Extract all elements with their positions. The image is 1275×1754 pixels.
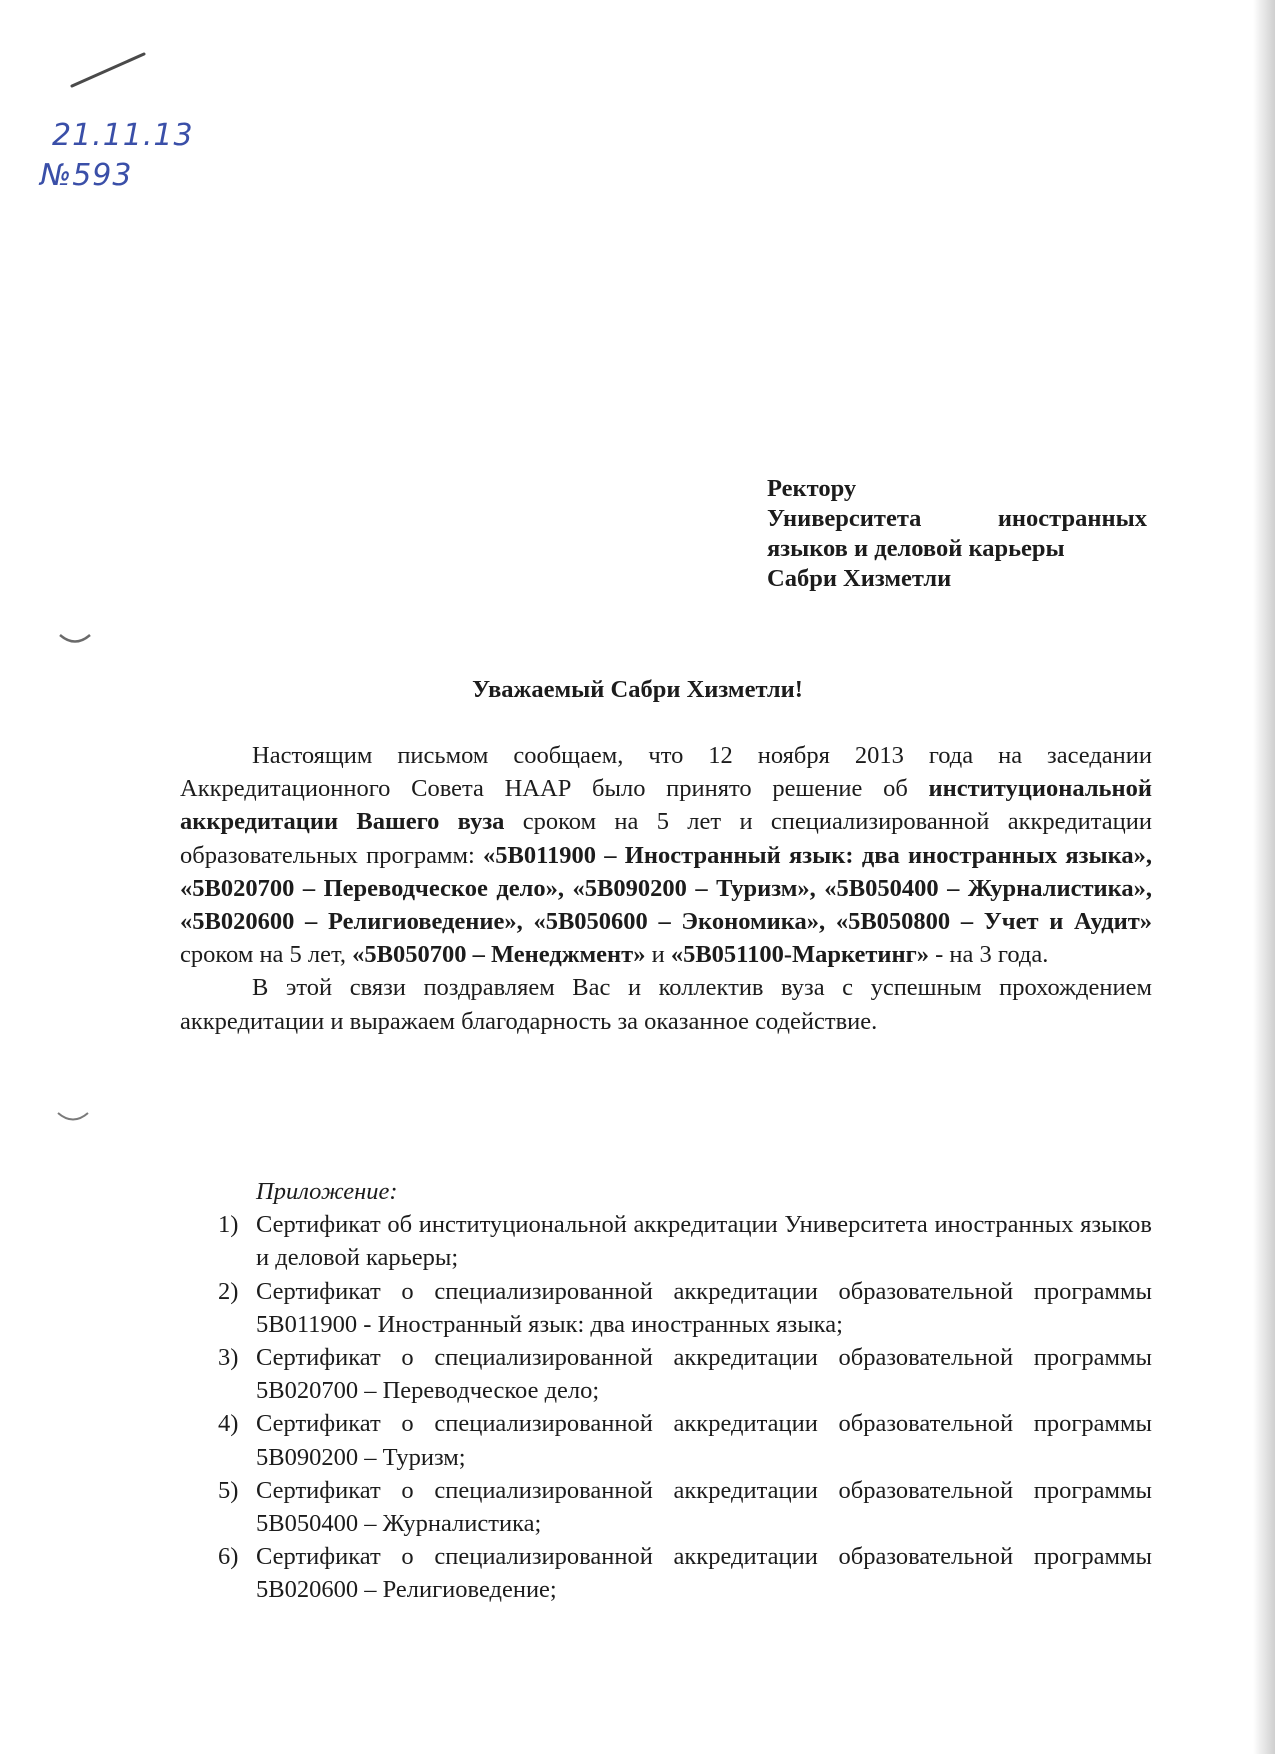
annex-title: Приложение: [256,1178,398,1205]
list-item [180,1341,1152,1407]
scan-edge-shadow [1253,0,1275,1754]
list-item-text: Сертификат о специализированной аккредитации образовательной программы 5В050400 – Журналистика; [256,1476,1152,1538]
list-item-number: 5) [218,1476,239,1504]
paragraph-text: и [645,941,671,969]
pen-stroke-mark [60,40,160,100]
handwritten-date: 21.11.13 [52,118,194,153]
annex-list [180,1208,1152,1606]
list-item [180,1407,1152,1473]
paragraph [180,739,1152,971]
list-item-number: 4) [218,1410,239,1438]
list-item-number: 6) [218,1543,239,1571]
list-item-number: 3) [218,1344,239,1372]
list-item-number: 2) [218,1277,239,1305]
list-item [180,1540,1152,1606]
paragraph-text: сроком на 5 лет, [180,941,353,969]
paragraph: В этой связи поздравляем Вас и коллектив вуза с успешным прохождением аккредитации и выражаем благодарность за оказанное содействие. [180,974,1152,1035]
list-item-text: Сертификат об институциональной аккредитации Университета иностранных языков и деловой карьеры; [256,1211,1152,1272]
addressee-word: иностранных [997,505,1147,532]
addressee-line: Сабри Хизметли [767,565,952,592]
list-item [180,1208,1152,1274]
paragraph-text: сроком на 5 лет и специализированной аккредитации образовательных программ: [180,808,1152,869]
list-item-text: Сертификат о специализированной аккредитации образовательной программы 5В090200 – Туризм; [256,1410,1152,1471]
punch-hole-mark [58,632,92,646]
letter-body [180,739,1152,1038]
bold-text: «5В011900 – Иностранный язык: два иностранных языка», «5В020700 – Переводческое дело», «5В090200 – Туризм», «5В050400 – Журналистика», «5В020600 – Религиоведение», «5В050600 – Экономика», «5В050800 – Учет и Аудит» [180,841,1152,936]
punch-hole-mark [56,1110,90,1124]
addressee-line: Ректору [767,475,857,502]
addressee-word: Университета [767,505,922,532]
addressee-line: языков и деловой карьеры [767,535,1065,562]
addressee-line [767,504,1147,534]
bold-text: «5В051100-Маркетинг» [670,941,930,969]
bold-text: «5В050700 – Менеджмент» [352,941,646,969]
annex-block [180,1175,1152,1607]
list-item-text: Сертификат о специализированной аккредитации образовательной программы 5В020700 – Переводческое дело; [256,1344,1152,1405]
list-item [180,1474,1152,1540]
list-item-text: Сертификат о специализированной аккредитации образовательной программы 5В011900 - Иностранный язык: два иностранных языка; [256,1277,1152,1338]
handwritten-number: №593 [40,158,133,193]
paragraph-text: Настоящим письмом сообщаем, что 12 ноября 2013 года на заседании Аккредитационного Совета НААР было принято решение об [180,742,1152,803]
salutation: Уважаемый Сабри Хизметли! [472,676,803,703]
list-item-text: Сертификат о специализированной аккредитации образовательной программы 5В020600 – Религиоведение; [256,1543,1152,1604]
addressee-block [767,474,1147,594]
list-item-number: 1) [218,1211,239,1239]
list-item [180,1275,1152,1341]
bold-text: институциональной аккредитации Вашего вуза [180,775,1152,836]
paragraph-text: - на 3 года. [929,941,1049,969]
